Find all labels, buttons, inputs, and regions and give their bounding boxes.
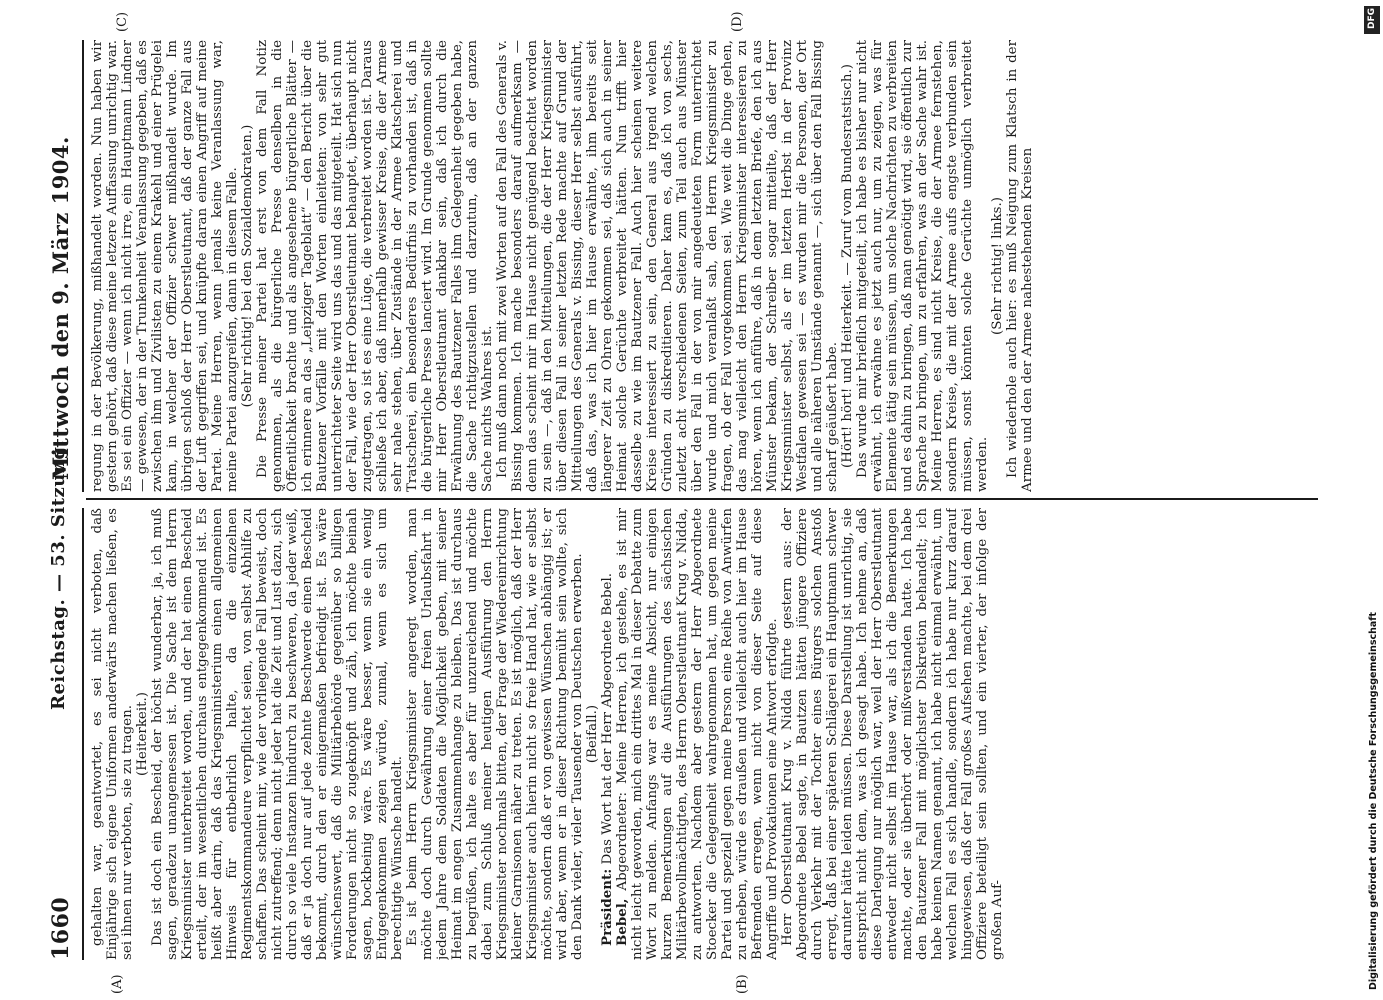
dfg-logo <box>1364 6 1380 34</box>
header-rule-right <box>82 40 84 492</box>
margin-marker-b: (B) <box>735 974 750 994</box>
paragraph: Ich muß dann noch mit zwei Worten auf den Fall des Generals v. Bissing kommen. Ich mache besonders darauf aufmerksam — denn das scheint mir im Hause nicht genügend beachtet worden zu sein —, daß in den Mitteilungen, die der Herr Kriegsminister über diesen Fall in seiner letzten Rede machte auf Grund der Mitteilungen des Generals v. Bissing, dieser Herr selbst ausführt, daß das, was ich hier im Hause erwähnte, ihm bereits seit längerer Zeit zu Ohren gekommen sei, daß sich auch in seiner Heimat solche Gerüchte verbreitet hätten. Nun trifft hier dasselbe zu wie im Bautzener Fall. Auch hier scheinen weitere Kreise interessiert zu sein, den General aus irgend welchen Gründen zu diskreditieren. Daher kam es, daß ich von sechs, zuletzt acht verschiedenen Seiten, zum Teil auch aus Münster über den Fall in der von mir angedeuteten Form unterrichtet wurde und mich veranlaßt sah, den Herrn Kriegsminister zu fragen, ob der Fall vorgekommen sei. Wie weit die Dinge gehen, das mag vielleicht den Herrn Kriegsminister interessieren zu hören, wenn ich anführe, daß in dem letzten Briefe, den ich aus Münster bekam, der Schreiber sogar mitteilte, daß der Herr Kriegsminister selbst, als er im letzten Herbst in der Provinz Westfalen gewesen sei — es wurden mir die Personen, der Ort und alle näheren Umstände genannt —, sich über den Fall Bissing scharf geäußert habe. <box>495 40 840 492</box>
interjection: (Sehr richtig! bei den Sozialdemokraten.) <box>240 124 255 408</box>
column-divider <box>86 498 1318 500</box>
president-paragraph <box>600 508 615 960</box>
bebel-paragraph <box>615 508 780 960</box>
paragraph: Das wurde mir brieflich mitgeteilt, ich habe es bisher nur nicht erwähnt, ich erwähne es jetzt auch nur, um zu zeigen, was für Elemente tätig sein müssen, um solche Nachrichten zu verbreiten und es dahin zu bringen, daß man genötigt wird, sie öffentlich zur Sprache zu bringen, um zu erfahren, was an der Sache wahr ist. Meine Herren, es sind nicht Kreise, die der Armee fernstehen, sondern Kreise, die mit der Armee aufs engste verbunden sein müssen, sonst könnten solche Gerüchte unmöglich verbreitet werden. <box>855 40 990 492</box>
margin-marker-a: (A) <box>110 974 125 994</box>
paragraph-text: Abgeordneter: Meine Herren, ich gestehe, es ist mir nicht leicht geworden, mich ein drittes Mal in dieser Debatte zum Wort zu melden. Anfangs war es meine Absicht, nur einigen kurzen Bemerkungen auf die Ausführungen des sächsischen Militärbevollmächtigten, des Herrn Oberstleutnant Krug v. Nidda, zu antworten. Nachdem aber gestern der Herr Abgeordnete Stoecker die Gelegenheit wahrgenommen hat, um gegen meine Partei und speziell gegen meine Person eine Reihe von Anwürfen zu erheben, würde es draußen und vielleicht auch hier im Hause Befremden erregen, wenn nicht von dieser Seite auf diese Angriffe und Provokationen eine Antwort erfolgte. <box>615 508 780 960</box>
header-rule-left <box>82 508 84 960</box>
header-session-title: Reichstag. — 53. Sitzung. <box>48 439 69 710</box>
interjection: (Heiterkeit.) <box>135 692 150 776</box>
paragraph: Das ist doch ein Bescheid, der höchst wunderbar, ja, ich muß sagen, geradezu unangemessen ist. Die Sache ist dem Herrn Kriegsminister unterbreitet worden, und der hat einen Bescheid erteilt, der im wesentlichen durchaus entgegenkommend ist. Es heißt aber darin, daß das Kriegsministerium einen allgemeinen Hinweis für entbehrlich halte, da die einzelnen Regimentskommandeure verpflichtet seien, von selbst Abhilfe zu schaffen. Das scheint mir, wie der vorliegende Fall beweist, doch nicht zutreffend; denn nicht jeder hat die Zeit und Lust dazu, sich durch so viele Instanzen hindurch zu beschweren, da jeder weiß, daß er ja doch nur auf jede zehnte Beschwerde einen Bescheid bekommt, durch den er einigermaßen befriedigt ist. Es wäre wünschenswert, daß die Militärbehörde gegenüber so billigen Forderungen nicht so zugeknöpft und zäh, ich möchte beinah sagen, bockbeinig wäre. Es wäre besser, wenn sie ein wenig Entgegenkommen zeigen würde, zumal, wenn es sich um berechtigte Wünsche handelt. <box>150 508 405 960</box>
paragraph: regung in der Bevölkerung, mißhandelt worden. Nun haben wir gestern gehört, daß diese meine letzere Auffassung unrichtig war. Es sei ein Offizier — wenn ich nicht irre, ein Hauptmann Lindner — gewesen, der in der Trunkenheit Veranlassung gegeben, daß es zwischen ihm und Zivilisten zu einem Krakehl und einer Prügelei kam, in welcher der Offizier schwer mißhandelt wurde. Im übrigen schloß der Herr Oberstleutnant, daß der ganze Fall aus der Luft gegriffen sei, und knüpfte daran einen Angriff auf meine Partei. Meine Herren, wenn jemals keine Veranlassung war, meine Partei anzugreifen, dann in diesem Falle. <box>90 40 240 492</box>
right-column <box>90 40 1315 492</box>
margin-marker-d: (D) <box>730 11 745 32</box>
paragraph: Die Presse meiner Partei hat erst von dem Fall Notiz genommen, als die bürgerliche Presse denselben in die Öffentlichkeit brachte und als angesehene bürgerliche Blätter — ich erinnere an das „Leipziger Tageblatt“ — den Bericht über die Bautzener Vorfälle mit den Worten einleiteten: von sehr gut unterrichteter Seite wird uns das und das mitgeteilt. Hat sich nun der Fall, wie der Herr Oberstleutnant behauptet, überhaupt nicht zugetragen, so ist es eine Lüge, die verbreitet worden ist. Daraus schließe ich aber, daß innerhalb gewisser Kreise, die der Armee sehr nahe stehen, über Zustände in der Armee Klatscherei und Tratscherei, ein besonderes Bedürfnis zu vorhanden ist, daß in die bürgerliche Presse lanciert wird. Im Grunde genommen sollte mir Herr Oberstleutnant dankbar sein, daß ich durch die Erwähnung des Bautzener Falles ihm Gelegenheit gegeben habe, die Sache richtigzustellen und darzutun, daß an der ganzen Sache nichts Wahres ist. <box>255 40 495 492</box>
paragraph: Es ist beim Herrn Kriegsminister angeregt worden, man möchte doch durch Gewährung einer freien Urlaubsfahrt in jedem Jahre dem Soldaten die Möglichkeit geben, mit seiner Heimat im engen Zusammenhange zu bleiben. Das ist durchaus zu begrüßen, ich halte es aber für unzureichend und möchte dabei zum Schluß meiner heutigen Ausführung den Herrn Kriegsminister nochmals bitten, der Frage der Wiedereinrichtung kleiner Garnisonen näher zu treten. Es ist möglich, daß der Herr Kriegsminister auch hierin nicht so freie Hand hat, wie er selbst möchte, sondern daß er von gewissen Wünschen abhängig ist; er wird aber, wenn er in dieser Richtung bemüht sein wollte, sich den Dank vieler, vieler Tausender von Deutschen erwerben. <box>405 508 585 960</box>
page-number: 1660 <box>48 896 74 960</box>
header-date: Mittwoch den 9. März 1904. <box>48 136 73 480</box>
speaker-label: Bebel, <box>614 898 630 946</box>
left-column <box>90 508 1315 960</box>
paragraph: gehalten war, geantwortet, es sei nicht verboten, daß Einjährige sich eigene Uniformen anderwärts machen ließen, es sei ihnen nur verboten, sie zu tragen. <box>90 508 135 960</box>
interjection: (Hört! hört! und Heiterkeit. — Zuruf vom Bundesratstisch.) <box>840 64 855 469</box>
interjection: (Sehr richtig! links.) <box>990 197 1005 335</box>
margin-marker-c: (C) <box>115 11 130 32</box>
paragraph: Ich wiederhole auch hier: es muß Neigung zum Klatsch in der Armee und den der Armee nahestehenden Kreisen <box>1005 40 1035 492</box>
speaker-label: Präsident: <box>599 868 615 946</box>
digitization-credit: Digitalisierung gefördert durch die Deutsche Forschungsgemeinschaft <box>1368 612 1379 990</box>
interjection: (Beifall.) <box>585 704 600 764</box>
paragraph-text: Das Wort hat der Herr Abgeordnete Bebel. <box>600 573 615 865</box>
paragraph: Herr Oberstleutnant Krug v. Nidda führte gestern aus: der Abgeordnete Bebel sagte, in Bautzen hätten jüngere Offiziere durch Verkehr mit der Tochter eines Bürgers solchen Anstoß erregt, daß bei einer späteren Schlägerei ein Hauptmann schwer darunter hätte leiden müssen. Diese Darstellung ist unrichtig, sie entspricht nicht dem, was ich gesagt habe. Ich nehme an, daß diese Darlegung nur möglich war, weil der Herr Oberstleutnant entweder nicht selbst im Hause war, als ich die Bemerkungen machte, oder sie überhört oder mißverstanden hatte. Ich habe den Bautzener Fall mit möglichster Diskretion behandelt; ich habe keinen Namen genannt, ich habe nicht einmal erwähnt, um welchen Fall es sich handle, sondern ich habe nur kurz darauf hingewiesen, daß der Fall großes Aufsehen machte, bei dem drei Offiziere beteiligt sein sollten, und ein vierter, der infolge der großen Auf- <box>780 508 1005 960</box>
dfg-logo-text: DFG <box>1367 7 1377 29</box>
